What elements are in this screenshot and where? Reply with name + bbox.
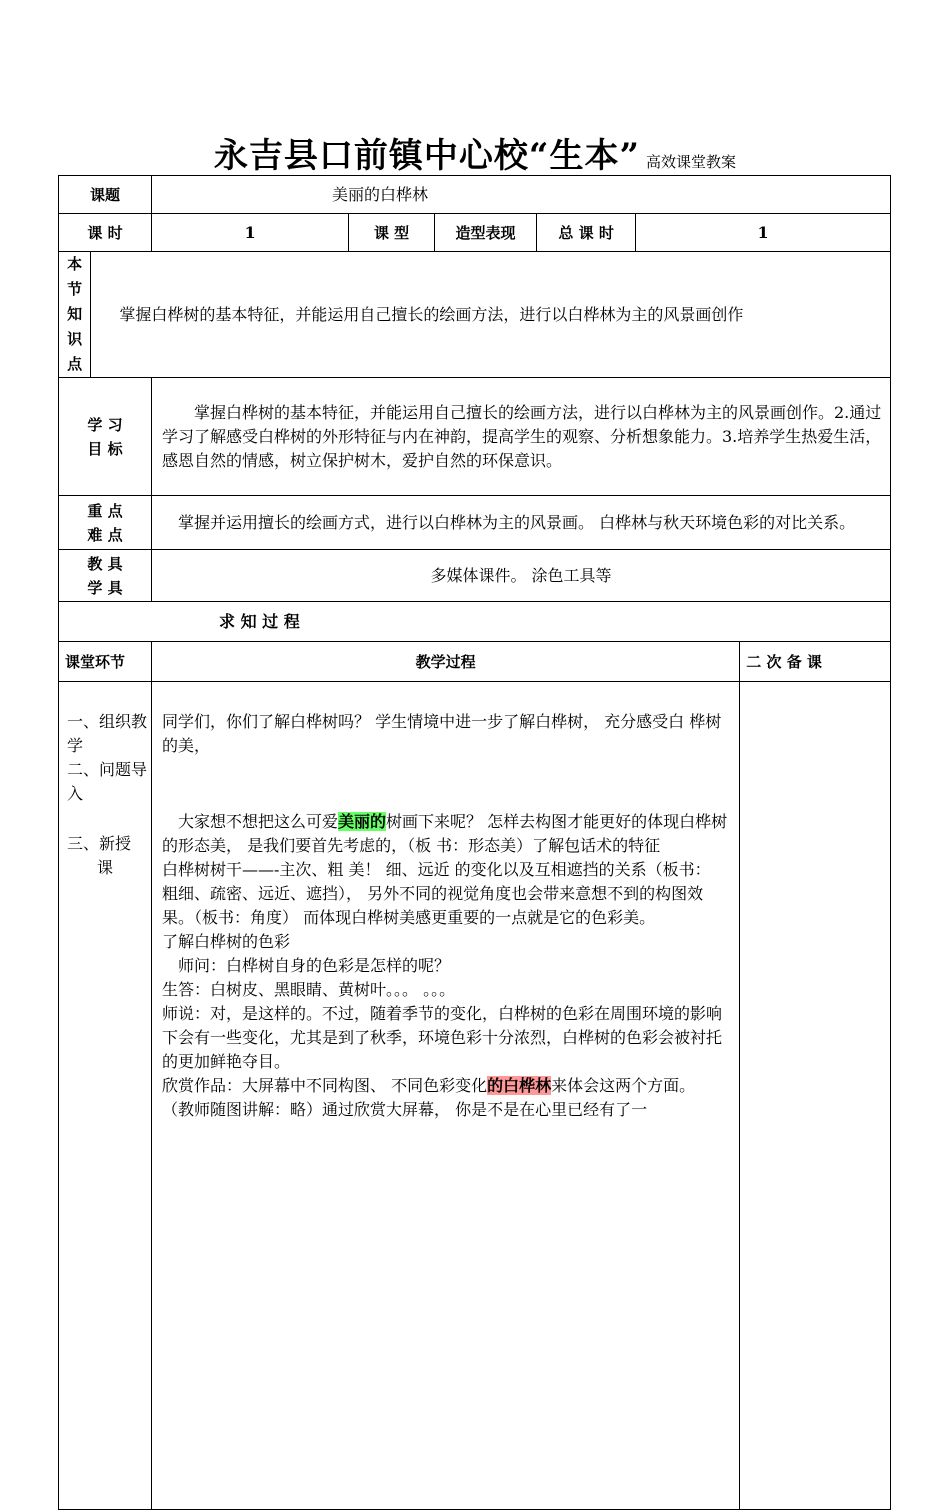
meta-row <box>59 214 891 252</box>
knowledge-label: 本 节 知 识 点 <box>59 252 91 378</box>
keypoints-row <box>59 496 891 550</box>
column-header-row <box>59 642 891 682</box>
page-title <box>0 128 950 177</box>
section-row <box>59 602 891 642</box>
type-label: 课 型 <box>349 214 435 252</box>
stage-3-cont: 课 <box>97 858 114 877</box>
hours-label: 课 时 <box>59 214 152 252</box>
keypoints-label: 重 点 难 点 <box>59 496 152 550</box>
goals-text: 掌握白桦树的基本特征，并能运用自己擅长的绘画方法，进行以白桦林为主的风景画创作。2.通过学习了解感受白桦树的外形特征与内在神韵，提高学生的观察、分析想象能力。3.培养学生热爱生活，感恩自然的情感，树立保护树木，爱护自然的环保意识。 <box>152 378 891 496</box>
goals-row <box>59 378 891 496</box>
process-column-header: 教学过程 <box>152 642 740 682</box>
topic-value: 美丽的白桦林 <box>152 176 891 214</box>
prep-cell <box>740 682 891 1510</box>
stage-column-header: 课堂环节 <box>59 642 152 682</box>
hours-value: 1 <box>152 214 349 252</box>
school-title: 永吉县口前镇中心校“生本” <box>213 136 641 176</box>
process-para-7: 师说：对，是这样的。不过，随着季节的变化，白桦树的色彩在周围环境的影响下会有一些变化，尤其是到了秋季，环境色彩十分浓烈，白桦树的色彩会被衬托的更加鲜艳夺目。 <box>162 1004 723 1071</box>
document-subtitle: 高效课堂教案 <box>646 153 737 171</box>
tools-row <box>59 550 891 602</box>
keypoints-text: 掌握并运用擅长的绘画方式，进行以白桦林为主的风景画。 白桦林与秋天环境色彩的对比关系。 <box>152 496 891 550</box>
type-value: 造型表现 <box>435 214 537 252</box>
stage-3: 三、新授 <box>67 834 132 853</box>
process-para-2: 大家想不想把这么可爱美丽的树画下来呢？ 怎样去构图才能更好的体现白桦树的形态美， 是我们要首先考虑的，（板 书：形态美）了解包话术的特征 <box>162 812 728 855</box>
topic-row <box>59 176 891 214</box>
prep-column-header: 二 次 备 课 <box>740 642 891 682</box>
process-para-4: 了解白桦树的色彩 <box>162 932 291 951</box>
highlight-red: 的白桦林 <box>487 1076 552 1095</box>
goals-label: 学 习 目 标 <box>59 378 152 496</box>
process-row <box>59 682 891 1510</box>
process-cell <box>152 682 740 1510</box>
stage-cell <box>59 682 152 1510</box>
tools-label: 教 具 学 具 <box>59 550 152 602</box>
lesson-plan-table <box>58 175 891 1510</box>
process-para-8: 欣赏作品：大屏幕中不同构图、 不同色彩变化的白桦林来体会这两个方面。 <box>162 1076 696 1095</box>
total-hours-value: 1 <box>636 214 891 252</box>
knowledge-row <box>59 252 891 378</box>
highlight-green: 美丽的 <box>338 812 387 831</box>
process-para-5: 师问：白桦树自身的色彩是怎样的呢？ <box>178 956 451 975</box>
section-title: 求 知 过 程 <box>59 602 891 642</box>
knowledge-text: 掌握白桦树的基本特征，并能运用自己擅长的绘画方法，进行以白桦林为主的风景画创作 <box>91 252 891 378</box>
process-para-9: （教师随图讲解：略）通过欣赏大屏幕， 你是不是在心里已经有了一 <box>162 1100 648 1119</box>
process-para-3: 白桦树树干——-主次、粗 美！ 细、远近 的变化以及互相遮挡的关系（板书： 粗细、疏密、远近、遮挡）， 另外不同的视觉角度也会带来意想不到的构图效果。（板书：角度） 而体现白桦树美感更重要的一点就是它的色彩美。 <box>162 860 711 927</box>
stage-2: 二、问题导入 <box>67 760 148 803</box>
topic-label: 课题 <box>59 176 152 214</box>
process-para-6: 生答：白树皮、黑眼睛、黄树叶。。。 。。。 <box>162 980 456 999</box>
stage-1: 一、组织教学 <box>67 712 148 755</box>
process-para-1: 同学们，你们了解白桦树吗？ 学生情境中进一步了解白桦树， 充分感受白 桦树的美， <box>162 712 722 755</box>
total-hours-label: 总 课 时 <box>537 214 636 252</box>
tools-text: 多媒体课件。 涂色工具等 <box>152 550 891 602</box>
